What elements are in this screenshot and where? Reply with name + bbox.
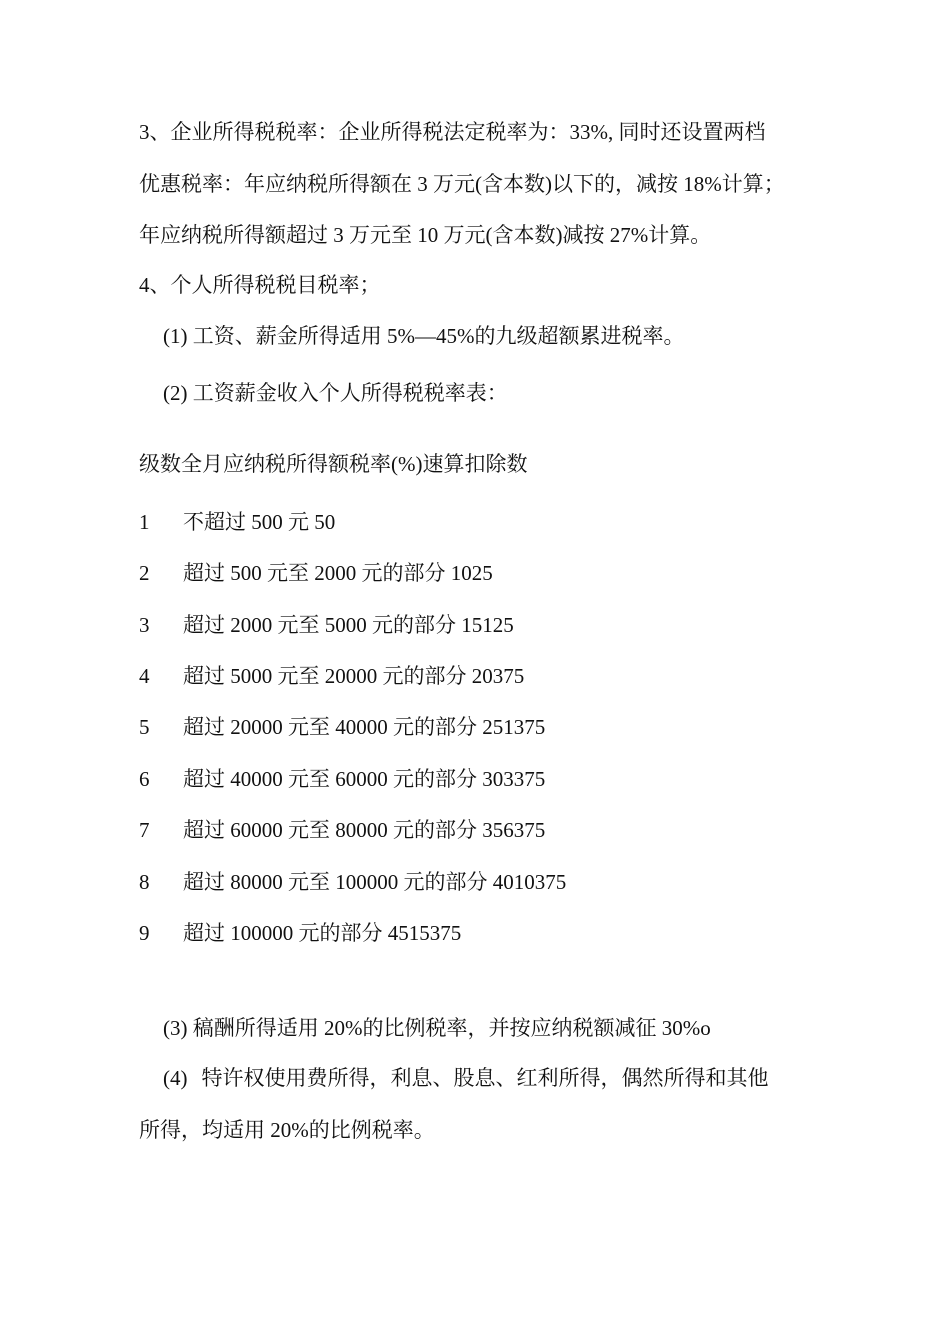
table-row-level: 6 <box>139 767 150 791</box>
paragraph-3-line-2: 优惠税率：年应纳税所得额在 3 万元(含本数)以下的，减按 18%计算； <box>139 172 785 196</box>
table-row-text: 不超过 500 元 50 <box>183 510 336 534</box>
table-row-level: 2 <box>139 561 150 585</box>
tax-table-header: 级数全月应纳税所得额税率(%)速算扣除数 <box>139 452 528 476</box>
list-item-1: (1) 工资、薪金所得适用 5%—45%的九级超额累进税率。 <box>163 324 685 348</box>
paragraph-3-line-1: 3、企业所得税税率：企业所得税法定税率为：33%, 同时还设置两档 <box>139 120 766 144</box>
table-row-text: 超过 5000 元至 20000 元的部分 20375 <box>183 664 525 688</box>
list-item-2: (2) 工资薪金收入个人所得税税率表： <box>163 381 508 405</box>
table-row-text: 超过 20000 元至 40000 元的部分 251375 <box>183 715 546 739</box>
table-row-level: 4 <box>139 664 150 688</box>
paragraph-4-heading: 4、个人所得税税目税率； <box>139 273 381 297</box>
list-item-4-label: (4) <box>163 1066 188 1090</box>
list-item-4-line-2: 所得，均适用 20%的比例税率。 <box>139 1118 435 1142</box>
table-row-level: 5 <box>139 715 150 739</box>
list-item-4-line-1: 特许权使用费所得，利息、股息、红利所得，偶然所得和其他 <box>201 1066 769 1090</box>
table-row-text: 超过 80000 元至 100000 元的部分 4010375 <box>183 870 567 894</box>
table-row-text: 超过 2000 元至 5000 元的部分 15125 <box>183 613 514 637</box>
table-row-level: 1 <box>139 510 150 534</box>
table-row-level: 3 <box>139 613 150 637</box>
list-item-3: (3) 稿酬所得适用 20%的比例税率，并按应纳税额减征 30%o <box>163 1016 711 1040</box>
table-row-text: 超过 60000 元至 80000 元的部分 356375 <box>183 818 546 842</box>
table-row-level: 8 <box>139 870 150 894</box>
table-row-text: 超过 40000 元至 60000 元的部分 303375 <box>183 767 546 791</box>
paragraph-3-line-3: 年应纳税所得额超过 3 万元至 10 万元(含本数)减按 27%计算。 <box>139 223 712 247</box>
table-row-text: 超过 500 元至 2000 元的部分 1025 <box>183 561 493 585</box>
table-row-level: 9 <box>139 921 150 945</box>
table-row-text: 超过 100000 元的部分 4515375 <box>183 921 462 945</box>
table-row-level: 7 <box>139 818 150 842</box>
list-item-4 <box>163 1063 769 1093</box>
